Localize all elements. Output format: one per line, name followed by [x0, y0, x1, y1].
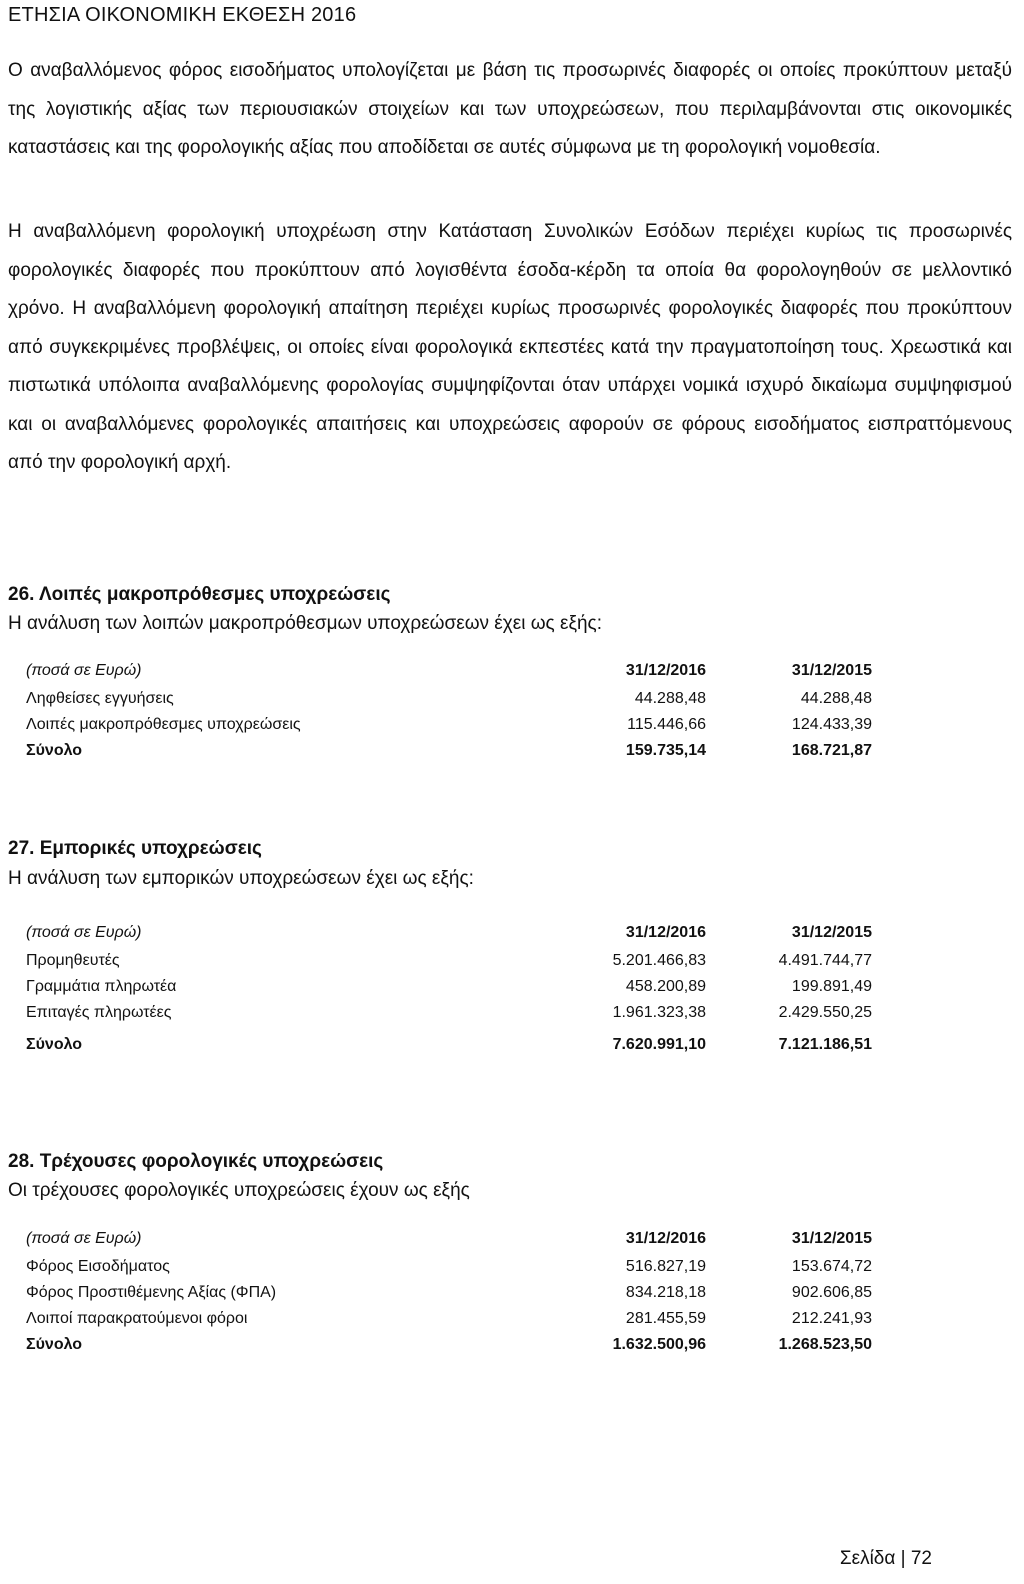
value-2016: 44.288,48 — [634, 690, 706, 707]
table-row — [26, 1254, 872, 1280]
value-2016: 115.446,66 — [627, 716, 706, 733]
row-label: Φόρος Εισοδήματος — [26, 1258, 170, 1275]
value-2015: 124.433,39 — [791, 716, 872, 733]
page-number: Σελίδα | 72 — [839, 1548, 932, 1569]
section-27-table — [26, 918, 872, 1064]
value-2016: 458.200,89 — [625, 978, 706, 995]
deferred-tax-paragraph: Ο αναβαλλόμενος φόρος εισοδήματος υπολογίζεται με βάση τις προσωρινές διαφορές οι οποίες προκύπτουν μεταξύ της λογιστικής αξίας των περιουσιακών στοιχείων και των υποχρεώσεων, που περιλαμβάνονται στις οικονομικές καταστάσεις και της φορολογικής αξίας που αποδίδεται σε αυτές σύμφωνα με τη φορολογική νομοθεσία. — [8, 60, 1012, 158]
value-2015: 212.241,93 — [791, 1310, 872, 1327]
table-row — [26, 974, 872, 1000]
amount-unit-label: (ποσά σε Ευρώ) — [26, 662, 142, 679]
value-2015: 4.491.744,77 — [778, 952, 872, 969]
col-2015-header: 31/12/2015 — [791, 924, 872, 941]
table-row — [26, 1000, 872, 1026]
section-26-title: 26. Λοιπές μακροπρόθεσμες υποχρεώσεις — [8, 584, 391, 605]
value-2016: 834.218,18 — [625, 1284, 706, 1301]
value-2016: 516.827,19 — [625, 1258, 706, 1275]
col-2015-header: 31/12/2015 — [791, 662, 872, 679]
amount-unit-label: (ποσά σε Ευρώ) — [26, 924, 142, 941]
table-total-row — [26, 1332, 872, 1358]
total-label: Σύνολο — [26, 1336, 83, 1353]
total-2016: 1.632.500,96 — [612, 1336, 706, 1353]
table-total-row — [26, 738, 872, 764]
total-label: Σύνολο — [26, 742, 83, 759]
table-total-row — [26, 1026, 872, 1064]
total-label: Σύνολο — [26, 1036, 83, 1053]
value-2015: 902.606,85 — [791, 1284, 872, 1301]
value-2015: 199.891,49 — [791, 978, 872, 995]
col-2016-header: 31/12/2016 — [625, 662, 706, 679]
value-2015: 44.288,48 — [800, 690, 872, 707]
total-2015: 7.121.186,51 — [778, 1036, 872, 1053]
value-2016: 5.201.466,83 — [612, 952, 706, 969]
col-2016-header: 31/12/2016 — [625, 924, 706, 941]
table-row — [26, 712, 872, 738]
section-28-title: 28. Τρέχουσες φορολογικές υποχρεώσεις — [8, 1151, 384, 1172]
section-28-table — [26, 1224, 872, 1358]
row-label: Επιταγές πληρωτέες — [26, 1004, 172, 1021]
row-label: Φόρος Προστιθέμενης Αξίας (ΦΠΑ) — [26, 1284, 277, 1301]
report-header: ΕΤΗΣΙΑ ΟΙΚΟΝΟΜΙΚΗ ΕΚΘΕΣΗ 2016 — [8, 4, 357, 26]
row-label: Προμηθευτές — [26, 952, 120, 969]
col-2016-header: 31/12/2016 — [625, 1230, 706, 1247]
total-2015: 168.721,87 — [791, 742, 872, 759]
table-row — [26, 1306, 872, 1332]
table-header-row — [26, 656, 872, 686]
total-2015: 1.268.523,50 — [778, 1336, 872, 1353]
value-2016: 1.961.323,38 — [612, 1004, 706, 1021]
deferred-tax-details-paragraph: Η αναβαλλόμενη φορολογική υποχρέωση στην Κατάσταση Συνολικών Εσόδων περιέχει κυρίως τις προσωρινές φορολογικές διαφορές που προκύπτουν από λογισθέντα έσοδα-κέρδη τα οποία θα φορολογηθούν σε μελλοντικό χρόνο. Η αναβαλλόμενη φορολογική απαίτηση περιέχει κυρίως προσωρινές φορολογικές διαφορές που προκύπτουν από συγκεκριμένες προβλέψεις, οι οποίες είναι φορολογικά εκπεστέες κατά την πραγματοποίηση τους. Χρεωστικά και πιστωτικά υπόλοιπα αναβαλλόμενης φορολογίας συμψηφίζονται όταν υπάρχει νομικά ισχυρό δικαίωμα συμψηφισμού και οι αναβαλλόμενες φορολογικές απαιτήσεις και υποχρεώσεις αφορούν σε φόρους εισοδήματος εισπραττόμενους από την φορολογική αρχή. — [8, 221, 1012, 473]
row-label: Λοιποί παρακρατούμενοι φόροι — [26, 1310, 248, 1327]
value-2015: 2.429.550,25 — [778, 1004, 872, 1021]
section-27-intro: Η ανάλυση των εμπορικών υποχρεώσεων έχει ως εξής: — [8, 868, 474, 889]
section-27-title: 27. Εμπορικές υποχρεώσεις — [8, 838, 262, 859]
row-label: Λοιπές μακροπρόθεσμες υποχρεώσεις — [26, 716, 301, 733]
value-2016: 281.455,59 — [625, 1310, 706, 1327]
table-row — [26, 948, 872, 974]
table-row — [26, 686, 872, 712]
amount-unit-label: (ποσά σε Ευρώ) — [26, 1230, 142, 1247]
table-row — [26, 1280, 872, 1306]
total-2016: 7.620.991,10 — [612, 1036, 706, 1053]
table-header-row — [26, 918, 872, 948]
col-2015-header: 31/12/2015 — [791, 1230, 872, 1247]
section-28-intro: Οι τρέχουσες φορολογικές υποχρεώσεις έχουν ως εξής — [8, 1180, 470, 1201]
value-2015: 153.674,72 — [791, 1258, 872, 1275]
row-label: Γραμμάτια πληρωτέα — [26, 978, 177, 995]
section-26-table — [26, 656, 872, 764]
total-2016: 159.735,14 — [625, 742, 706, 759]
table-header-row — [26, 1224, 872, 1254]
section-26-intro: Η ανάλυση των λοιπών μακροπρόθεσμων υποχρεώσεων έχει ως εξής: — [8, 613, 602, 634]
row-label: Ληφθείσες εγγυήσεις — [26, 690, 174, 707]
